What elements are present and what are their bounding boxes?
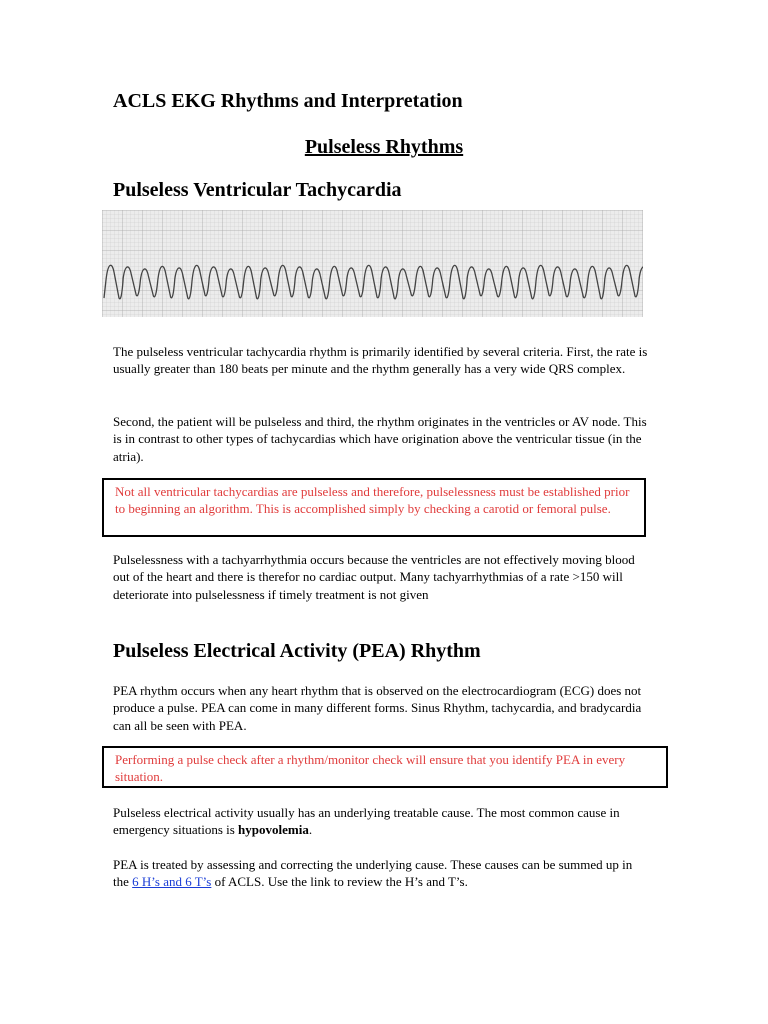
vt-paragraph-2: Second, the patient will be pulseless and third, the rhythm originates in the ventricles or AV node. This is in contrast to other types of tachycardias which have origination above the ventricular tissue (in the atria).: [113, 414, 647, 464]
ekg-strip-image: [102, 210, 643, 317]
pea-paragraph-3-end: of ACLS. Use the link to review the H’s and T’s.: [211, 874, 468, 890]
pea-paragraph-1: PEA rhythm occurs when any heart rhythm that is observed on the electrocardiogram (ECG) does not produce a pulse. PEA can come in many different forms. Sinus Rhythm, tachycardia, and bradycardia can all be seen with PEA.: [113, 683, 642, 733]
pea-paragraph-2-end: .: [308, 822, 313, 838]
vt-paragraph-3: Pulselessness with a tachyarrhythmia occurs because the ventricles are not effectively moving blood out of the heart and there is therefor no cardiac output. Many tachyarrhythmias of a rate >150 will deteriorate into pulselessness if timely treatment is not given: [113, 552, 635, 602]
pea-paragraph-2: [113, 804, 648, 839]
vt-heading: Pulseless Ventricular Tachycardia: [113, 179, 402, 201]
pea-note-box: [102, 746, 668, 788]
vt-note-box: [102, 478, 646, 537]
vt-note-text: Not all ventricular tachycardias are pulseless and therefore, pulselessness must be established prior to beginning an algorithm. This is accomplished simply by checking a carotid or femoral pulse.: [115, 484, 630, 517]
pea-paragraph-3-text: PEA is treated by assessing and correcting the underlying cause. These causes can be summed up in the: [113, 857, 633, 890]
pea-paragraph-3: [113, 856, 648, 891]
hs-and-ts-link[interactable]: 6 H’s and 6 T’s: [132, 874, 212, 890]
section-title: Pulseless Rhythms: [304, 136, 464, 158]
pea-note-text: Performing a pulse check after a rhythm/monitor check will ensure that you identify PEA in every situation.: [115, 752, 626, 785]
hypovolemia-term: hypovolemia: [238, 822, 309, 838]
pea-heading: Pulseless Electrical Activity (PEA) Rhythm: [113, 640, 481, 662]
document-title: ACLS EKG Rhythms and Interpretation: [113, 90, 463, 112]
pea-paragraph-2-text: Pulseless electrical activity usually has an underlying treatable cause. The most common cause in emergency situations is: [113, 805, 620, 838]
vt-paragraph-1: The pulseless ventricular tachycardia rhythm is primarily identified by several criteria. First, the rate is usually greater than 180 beats per minute and the rhythm generally has a very wide QRS complex.: [113, 344, 648, 377]
